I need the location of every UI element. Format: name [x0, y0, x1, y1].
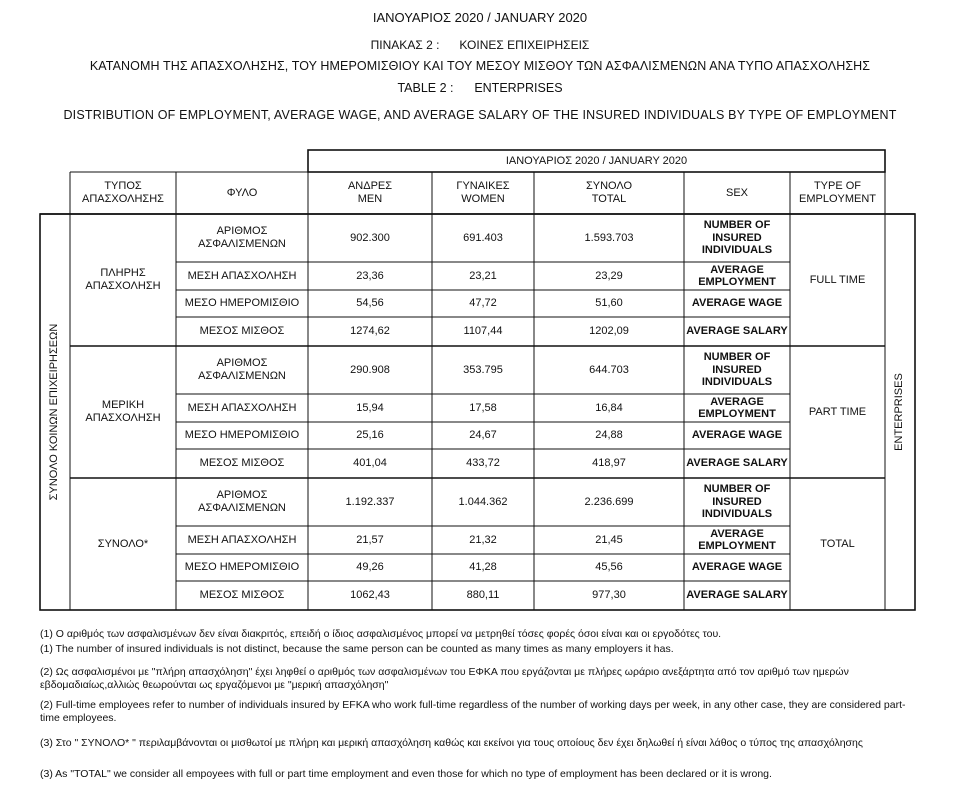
cell-men: 25,16: [356, 429, 384, 441]
cell-women: 880,11: [466, 589, 500, 601]
cell-women: 433,72: [466, 457, 500, 469]
footnotes: [40, 0, 920, 788]
row-label-english: AVERAGE WAGE: [691, 561, 783, 574]
row-label-greek: ΑΡΙΘΜΟΣ ΑΣΦΑΛΙΣΜΕΝΩΝ: [198, 225, 286, 250]
cell-men: 902.300: [350, 231, 390, 244]
row-label-english: AVERAGE SALARY: [686, 457, 788, 470]
cell-women: 41,28: [469, 561, 497, 573]
cell-total: 2.236.699: [584, 495, 634, 508]
row-label-greek: ΜΕΣΟ ΗΜΕΡΟΜΙΣΘΙΟ: [184, 429, 300, 441]
footnote-3-greek: (3) Στο " ΣΥΝΟΛΟ* " περιλαμβάνονται οι μισθωτοί με πλήρη και μερική απασχόληση καθώς και εκείνοι για τους οποίους δεν έχει δηλωθεί ή είναι λάθος ο τύπος της απασχόλησης: [40, 737, 863, 749]
table-number-english: TABLE 2 : ENTERPRISES: [397, 81, 563, 95]
cell-total: 644.703: [589, 363, 629, 376]
right-vertical-label: ENTERPRISES: [893, 373, 905, 451]
period-header: ΙΑΝΟΥΑΡΙΟΣ 2020 / JANUARY 2020: [505, 154, 688, 167]
col-header-men: ΑΝΔΡΕΣ MEN: [347, 180, 393, 205]
cell-total: 24,88: [595, 429, 623, 441]
row-label-greek: ΑΡΙΘΜΟΣ ΑΣΦΑΛΙΣΜΕΝΩΝ: [198, 357, 286, 382]
row-label-greek: ΜΕΣΟ ΗΜΕΡΟΜΙΣΘΙΟ: [184, 561, 300, 573]
cell-total: 1.593.703: [584, 231, 634, 244]
row-label-english: NUMBER OF INSURED INDIVIDUALS: [701, 351, 773, 389]
row-label-greek: ΜΕΣΟΣ ΜΙΣΘΟΣ: [199, 589, 285, 601]
cell-total: 51,60: [595, 297, 623, 309]
cell-women: 24,67: [469, 429, 497, 441]
cell-total: 45,56: [595, 561, 623, 573]
col-header-total: ΣΥΝΟΛΟ TOTAL: [585, 180, 633, 205]
cell-women: 353.795: [463, 363, 503, 376]
col-header-sex-greek: ΦΥΛΟ: [226, 186, 258, 199]
footnote-2-english: (2) Full-time employees refer to number of individuals insured by EFKA who work full-time regardless of the number of working days per week, in any other case, they are considered part-time employees.: [40, 699, 906, 724]
group-label-greek: ΜΕΡΙΚΗ ΑΠΑΣΧΟΛΗΣΗ: [85, 399, 161, 424]
group-label-english: PART TIME: [808, 405, 867, 418]
group-label-english: TOTAL: [820, 537, 855, 550]
cell-men: 290.908: [350, 363, 390, 376]
report-month: ΙΑΝΟΥΑΡΙΟΣ 2020 / JANUARY 2020: [372, 10, 588, 25]
group-label-greek: ΠΛΗΡΗΣ ΑΠΑΣΧΟΛΗΣΗ: [85, 267, 161, 292]
row-label-english: AVERAGE SALARY: [686, 589, 788, 602]
col-header-women: ΓΥΝΑΙΚΕΣ WOMEN: [456, 180, 510, 205]
cell-women: 21,32: [469, 533, 497, 546]
cell-total: 977,30: [592, 589, 626, 601]
col-header-type-english: TYPE OF EMPLOYMENT: [798, 180, 876, 205]
row-label-english: AVERAGE EMPLOYMENT: [698, 395, 776, 420]
cell-women: 23,21: [469, 269, 497, 282]
row-label-greek: ΜΕΣΟΣ ΜΙΣΘΟΣ: [199, 325, 285, 337]
footnote-2-greek: (2) Ως ασφαλισμένοι με "πλήρη απασχόληση" έχει ληφθεί ο αριθμός των ασφαλισμένων του ΕΦΚΑ που εργάζονται με πλήρες ωράριο ανεξάρτητα από τον αριθμό των ημερών εβδομαδιαίως,αλλιώς θεωρούνται ως εργαζόμενοι με "μερική απασχόληση": [40, 666, 849, 691]
cell-men: 21,57: [356, 533, 384, 546]
cell-women: 1.044.362: [458, 495, 508, 508]
row-label-english: AVERAGE EMPLOYMENT: [698, 263, 776, 288]
cell-men: 15,94: [356, 401, 384, 414]
row-label-english: NUMBER OF INSURED INDIVIDUALS: [701, 483, 773, 521]
table-title-greek: ΚΑΤΑΝΟΜΗ ΤΗΣ ΑΠΑΣΧΟΛΗΣΗΣ, ΤΟΥ ΗΜΕΡΟΜΙΣΘΙΟΥ ΚΑΙ ΤΟΥ ΜΕΣΟΥ ΜΙΣΘΟΥ ΤΩΝ ΑΣΦΑΛΙΣΜΕΝΩΝ ΑΝΑ ΤΥΠΟ ΑΠΑΣΧΟΛΗΣΗΣ: [89, 59, 871, 73]
row-label-greek: ΑΡΙΘΜΟΣ ΑΣΦΑΛΙΣΜΕΝΩΝ: [198, 489, 286, 514]
footnote-3-english: (3) As "TOTAL" we consider all empoyees with full or part time employment and even those for which no type of employment has been declared or it is wrong.: [40, 768, 772, 780]
cell-men: 49,26: [356, 561, 384, 573]
row-label-english: AVERAGE WAGE: [691, 297, 783, 310]
cell-women: 17,58: [469, 401, 497, 414]
cell-men: 23,36: [356, 269, 384, 282]
cell-total: 16,84: [595, 401, 623, 414]
row-label-english: NUMBER OF INSURED INDIVIDUALS: [701, 219, 773, 257]
cell-women: 47,72: [469, 297, 497, 309]
left-vertical-label: ΣΥΝΟΛΟ ΚΟΙΝΩΝ ΕΠΙΧΕΙΡΗΣΕΩΝ: [48, 323, 60, 501]
cell-men: 401,04: [353, 457, 387, 469]
footnote-1-greek: (1) Ο αριθμός των ασφαλισμένων δεν είναι διακριτός, επειδή ο ίδιος ασφαλισμένος μπορεί να μετρηθεί τόσες φορές όσοι είναι και οι εργοδότες του.: [40, 628, 722, 640]
row-label-greek: ΜΕΣΗ ΑΠΑΣΧΟΛΗΣΗ: [187, 533, 297, 546]
group-label-english: FULL TIME: [809, 273, 866, 286]
row-label-greek: ΜΕΣΟ ΗΜΕΡΟΜΙΣΘΙΟ: [184, 297, 300, 309]
cell-total: 418,97: [592, 457, 626, 469]
row-label-english: AVERAGE EMPLOYMENT: [698, 527, 776, 552]
cell-men: 1.192.337: [345, 495, 395, 508]
cell-total: 23,29: [595, 269, 623, 282]
cell-men: 1274,62: [350, 325, 390, 337]
table-title-english: DISTRIBUTION OF EMPLOYMENT, AVERAGE WAGE, AND AVERAGE SALARY OF THE INSURED INDIVIDUALS BY TYPE OF EMPLOYMENT: [63, 108, 897, 122]
col-header-sex-english: SEX: [725, 186, 748, 199]
group-label-greek: ΣΥΝΟΛΟ*: [97, 537, 149, 550]
cell-total: 21,45: [595, 533, 623, 546]
cell-total: 1202,09: [589, 325, 629, 337]
row-label-greek: ΜΕΣΗ ΑΠΑΣΧΟΛΗΣΗ: [187, 269, 297, 282]
cell-men: 54,56: [356, 297, 384, 309]
col-header-type-greek: ΤΥΠΟΣ ΑΠΑΣΧΟΛΗΣΗΣ: [82, 180, 164, 205]
footnote-1-english: (1) The number of insured individuals is not distinct, because the same person can be counted as many times as many employers it has.: [40, 643, 674, 655]
cell-men: 1062,43: [350, 589, 390, 601]
cell-women: 691.403: [463, 231, 503, 244]
cell-women: 1107,44: [463, 325, 503, 337]
row-label-greek: ΜΕΣΟΣ ΜΙΣΘΟΣ: [199, 457, 285, 469]
row-label-english: AVERAGE SALARY: [686, 325, 788, 338]
row-label-english: AVERAGE WAGE: [691, 429, 783, 442]
row-label-greek: ΜΕΣΗ ΑΠΑΣΧΟΛΗΣΗ: [187, 401, 297, 414]
table-number-greek: ΠΙΝΑΚΑΣ 2 : ΚΟΙΝΕΣ ΕΠΙΧΕΙΡΗΣΕΙΣ: [370, 38, 590, 52]
